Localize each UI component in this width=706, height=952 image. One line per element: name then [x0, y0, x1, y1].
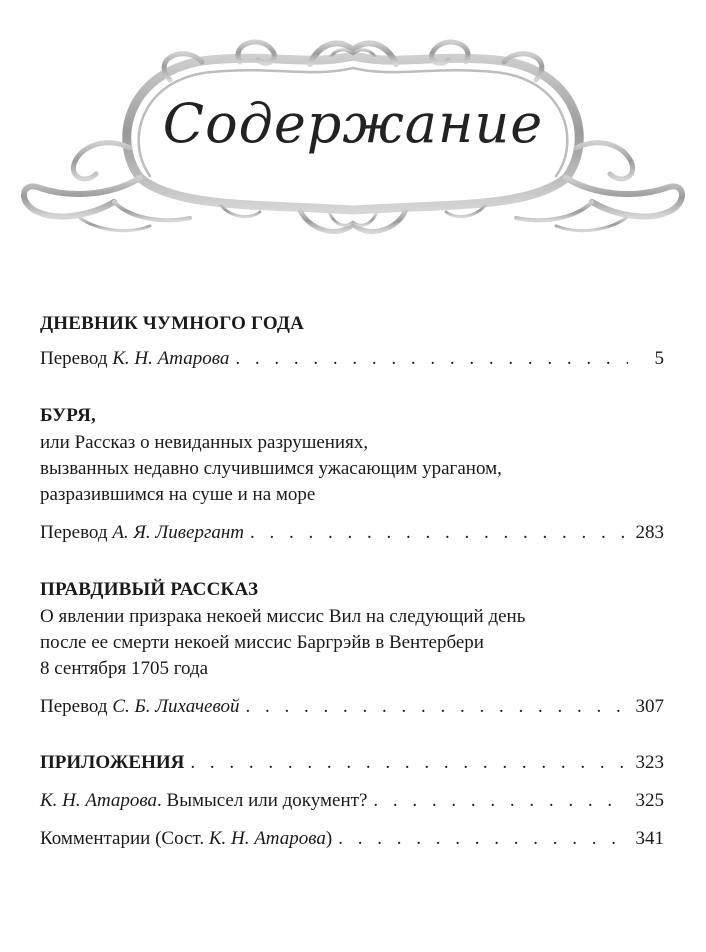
section-subtitle-line: О явлении призрака некоей миссис Вил на следующий день [40, 606, 526, 627]
toc-entry-appendix[interactable] [40, 750, 664, 776]
entry-label: ПРИЛОЖЕНИЯ [40, 752, 185, 773]
section-title[interactable]: ДНЕВНИК ЧУМНОГО ГОДА [40, 313, 305, 334]
toc-section-diary [40, 310, 664, 372]
entry-label: К. Н. Атарова. Вымысел или документ? [40, 790, 368, 811]
toc-section-true-story [40, 576, 664, 720]
page-title: Содержание [162, 92, 544, 155]
dot-leader [373, 788, 628, 814]
toc-entry[interactable] [40, 788, 664, 814]
page-number: 323 [635, 752, 664, 773]
section-subtitle-line: разразившимся на суше и на море [40, 484, 316, 505]
entry-label: Перевод К. Н. Атарова [40, 348, 230, 369]
section-title[interactable]: БУРЯ, [40, 405, 96, 426]
toc-entry[interactable] [40, 346, 664, 372]
section-subtitle-line: вызванных недавно случившимся ужасающим ураганом, [40, 458, 502, 479]
section-title[interactable]: ПРАВДИВЫЙ РАССКАЗ [40, 579, 259, 600]
section-subtitle-line: после ее смерти некоей миссис Баргрэйв в Вентербери [40, 632, 484, 653]
toc-entry[interactable] [40, 694, 664, 720]
dot-leader [338, 826, 628, 852]
entry-label: Перевод С. Б. Лихачевой [40, 696, 240, 717]
toc-entry[interactable] [40, 520, 664, 546]
section-subtitle-line: 8 сентября 1705 года [40, 658, 209, 679]
dot-leader [190, 750, 628, 776]
dot-leader [246, 694, 629, 720]
toc-section-appendix [40, 750, 664, 852]
entry-label: Перевод А. Я. Ливергант [40, 522, 245, 543]
toc-entry[interactable] [40, 826, 664, 852]
toc-section-storm [40, 402, 664, 546]
table-of-contents [40, 310, 664, 874]
page-number: 5 [654, 348, 664, 369]
page-number: 341 [635, 828, 664, 849]
dot-leader [250, 520, 628, 546]
entry-label: Комментарии (Сост. К. Н. Атарова) [40, 828, 333, 849]
section-subtitle-line: или Рассказ о невиданных разрушениях, [40, 432, 369, 453]
dot-leader [235, 346, 628, 372]
page-number: 307 [635, 696, 664, 717]
page-number: 283 [635, 522, 664, 543]
page-number: 325 [635, 790, 664, 811]
